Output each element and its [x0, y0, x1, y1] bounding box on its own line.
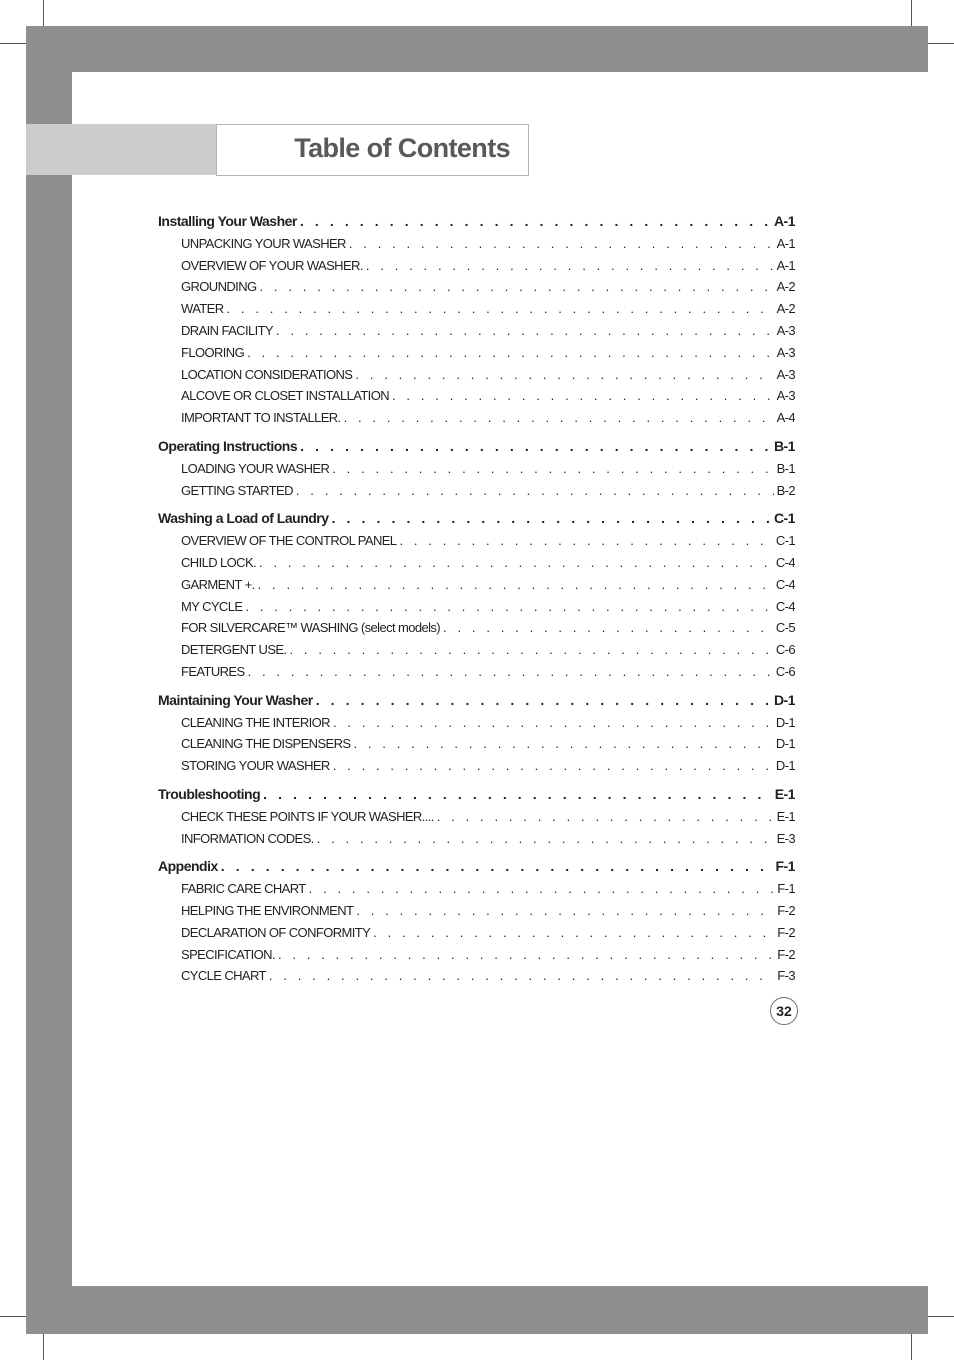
- entry-title: FLOORING: [181, 344, 245, 360]
- dot-leader: [221, 856, 773, 878]
- entry-page: A-1: [776, 235, 795, 251]
- toc-entry[interactable]: [158, 385, 795, 407]
- toc-entry[interactable]: [158, 828, 795, 850]
- dot-leader: [333, 712, 773, 734]
- entry-title: FABRIC CARE CHART: [181, 881, 306, 897]
- section-page: C-1: [773, 510, 795, 527]
- toc-entry[interactable]: [158, 639, 795, 661]
- entry-title: FOR SILVERCARE™ WASHING (select models): [181, 620, 441, 636]
- title-band: [26, 124, 216, 175]
- entry-title: CYCLE CHART: [181, 968, 266, 984]
- crop-mark: [43, 0, 44, 26]
- entry-title: GROUNDING: [181, 279, 257, 295]
- entry-title: STORING YOUR WASHER: [181, 758, 330, 774]
- toc-entry[interactable]: [158, 552, 795, 574]
- toc-entry[interactable]: [158, 233, 795, 255]
- toc-entry[interactable]: [158, 922, 795, 944]
- toc-entry[interactable]: [158, 733, 795, 755]
- toc-section: [158, 508, 795, 682]
- entry-page: F-2: [777, 946, 795, 962]
- toc-section-heading[interactable]: [158, 856, 795, 878]
- entry-title: OVERVIEW OF YOUR WASHER.: [181, 257, 363, 273]
- entry-page: A-3: [776, 366, 795, 382]
- entry-page: D-1: [775, 758, 795, 774]
- toc-section-heading[interactable]: [158, 784, 795, 806]
- toc-entry[interactable]: [158, 755, 795, 777]
- entry-page: C-6: [775, 642, 795, 658]
- section-page: D-1: [773, 691, 795, 708]
- toc-entry[interactable]: [158, 255, 795, 277]
- entry-title: IMPORTANT TO INSTALLER.: [181, 410, 341, 426]
- entry-title: DRAIN FACILITY: [181, 322, 274, 338]
- entry-page: F-1: [777, 881, 795, 897]
- dot-leader: [443, 617, 773, 639]
- crop-mark: [928, 1316, 954, 1317]
- entry-page: A-4: [776, 410, 795, 426]
- toc-entry[interactable]: [158, 806, 795, 828]
- crop-mark: [0, 43, 26, 44]
- entry-page: B-2: [776, 482, 795, 498]
- dot-leader: [333, 755, 773, 777]
- page-title: Table of Contents: [294, 133, 510, 163]
- section-page: B-1: [773, 437, 795, 454]
- entry-page: F-2: [777, 902, 795, 918]
- dot-leader: [290, 639, 773, 661]
- entry-page: E-3: [776, 830, 795, 846]
- dot-leader: [258, 574, 773, 596]
- dot-leader: [269, 965, 774, 987]
- title-box: [216, 124, 529, 176]
- entry-title: LOADING YOUR WASHER: [181, 460, 330, 476]
- entry-page: C-4: [775, 576, 795, 592]
- dot-leader: [247, 342, 773, 364]
- entry-page: F-2: [777, 924, 795, 940]
- crop-mark: [928, 43, 954, 44]
- dot-leader: [399, 530, 772, 552]
- dot-leader: [353, 733, 772, 755]
- entry-title: LOCATION CONSIDERATIONS: [181, 366, 353, 382]
- table-of-contents: [158, 211, 795, 994]
- dot-leader: [263, 784, 772, 806]
- entry-page: A-3: [776, 322, 795, 338]
- toc-entry[interactable]: [158, 878, 795, 900]
- dot-leader: [276, 320, 774, 342]
- dot-leader: [356, 900, 774, 922]
- dot-leader: [259, 552, 773, 574]
- crop-mark: [911, 0, 912, 26]
- dot-leader: [227, 298, 774, 320]
- dot-leader: [278, 944, 774, 966]
- dot-leader: [349, 233, 774, 255]
- entry-page: C-5: [775, 620, 795, 636]
- entry-page: A-3: [776, 388, 795, 404]
- toc-entry[interactable]: [158, 298, 795, 320]
- toc-section-heading[interactable]: [158, 211, 795, 233]
- entry-title: FEATURES: [181, 663, 245, 679]
- dot-leader: [248, 661, 773, 683]
- toc-section-heading[interactable]: [158, 690, 795, 712]
- crop-mark: [0, 1316, 26, 1317]
- entry-title: ALCOVE OR CLOSET INSTALLATION: [181, 388, 389, 404]
- toc-entry[interactable]: [158, 530, 795, 552]
- entry-title: CHECK THESE POINTS IF YOUR WASHER....: [181, 808, 434, 824]
- entry-page: B-1: [776, 460, 795, 476]
- entry-page: D-1: [775, 714, 795, 730]
- entry-title: SPECIFICATION.: [181, 946, 275, 962]
- entry-page: C-4: [775, 554, 795, 570]
- section-page: E-1: [774, 785, 795, 802]
- section-title: Maintaining Your Washer: [158, 691, 313, 708]
- toc-entry[interactable]: [158, 320, 795, 342]
- entry-page: A-1: [776, 257, 795, 273]
- entry-title: UNPACKING YOUR WASHER: [181, 235, 346, 251]
- dot-leader: [300, 211, 771, 233]
- section-page: A-1: [773, 213, 795, 229]
- section-title: Washing a Load of Laundry: [158, 510, 329, 527]
- page-number: 32: [770, 997, 798, 1025]
- toc-entry[interactable]: [158, 965, 795, 987]
- entry-title: GARMENT +.: [181, 576, 255, 592]
- section-title: Installing Your Washer: [158, 213, 297, 229]
- toc-section-heading[interactable]: [158, 508, 795, 530]
- entry-page: A-2: [776, 301, 795, 317]
- entry-page: C-6: [775, 663, 795, 679]
- entry-title: OVERVIEW OF THE CONTROL PANEL: [181, 533, 397, 549]
- entry-title: WATER: [181, 301, 224, 317]
- section-page: F-1: [775, 858, 795, 875]
- entry-page: E-1: [776, 808, 795, 824]
- dot-leader: [366, 255, 774, 277]
- entry-page: F-3: [777, 968, 795, 984]
- dot-leader: [332, 458, 773, 480]
- entry-page: D-1: [775, 736, 795, 752]
- entry-title: HELPING THE ENVIRONMENT: [181, 902, 354, 918]
- toc-entry[interactable]: [158, 617, 795, 639]
- dot-leader: [355, 364, 773, 386]
- toc-entry[interactable]: [158, 661, 795, 683]
- entry-page: A-3: [776, 344, 795, 360]
- dot-leader: [260, 276, 774, 298]
- entry-page: A-2: [776, 279, 795, 295]
- entry-title: CHILD LOCK.: [181, 554, 257, 570]
- toc-section: [158, 856, 795, 987]
- toc-entry[interactable]: [158, 276, 795, 298]
- entry-title: DECLARATION OF CONFORMITY: [181, 924, 371, 940]
- entry-title: CLEANING THE DISPENSERS: [181, 736, 351, 752]
- toc-entry[interactable]: [158, 342, 795, 364]
- dot-leader: [296, 480, 774, 502]
- entry-page: C-1: [775, 533, 795, 549]
- toc-section: [158, 211, 795, 429]
- dot-leader: [437, 806, 774, 828]
- dot-leader: [317, 828, 774, 850]
- toc-entry[interactable]: [158, 574, 795, 596]
- toc-section: [158, 436, 795, 501]
- entry-title: INFORMATION CODES.: [181, 830, 314, 846]
- toc-entry[interactable]: [158, 900, 795, 922]
- dot-leader: [300, 436, 771, 458]
- dot-leader: [316, 690, 771, 712]
- toc-section: [158, 784, 795, 849]
- toc-entry[interactable]: [158, 407, 795, 429]
- dot-leader: [373, 922, 774, 944]
- entry-page: C-4: [775, 598, 795, 614]
- crop-mark: [43, 1334, 44, 1360]
- dot-leader: [392, 385, 774, 407]
- entry-title: CLEANING THE INTERIOR: [181, 714, 330, 730]
- entry-title: MY CYCLE: [181, 598, 243, 614]
- entry-title: GETTING STARTED: [181, 482, 293, 498]
- dot-leader: [344, 407, 774, 429]
- toc-entry[interactable]: [158, 364, 795, 386]
- toc-entry[interactable]: [158, 458, 795, 480]
- entry-title: DETERGENT USE.: [181, 642, 287, 658]
- toc-entry[interactable]: [158, 712, 795, 734]
- toc-entry[interactable]: [158, 480, 795, 502]
- toc-entry[interactable]: [158, 596, 795, 618]
- toc-section-heading[interactable]: [158, 436, 795, 458]
- crop-mark: [911, 1334, 912, 1360]
- dot-leader: [245, 596, 772, 618]
- section-title: Troubleshooting: [158, 785, 261, 802]
- section-title: Appendix: [158, 858, 218, 875]
- toc-entry[interactable]: [158, 944, 795, 966]
- section-title: Operating Instructions: [158, 437, 298, 454]
- dot-leader: [332, 508, 771, 530]
- toc-section: [158, 690, 795, 777]
- dot-leader: [309, 878, 775, 900]
